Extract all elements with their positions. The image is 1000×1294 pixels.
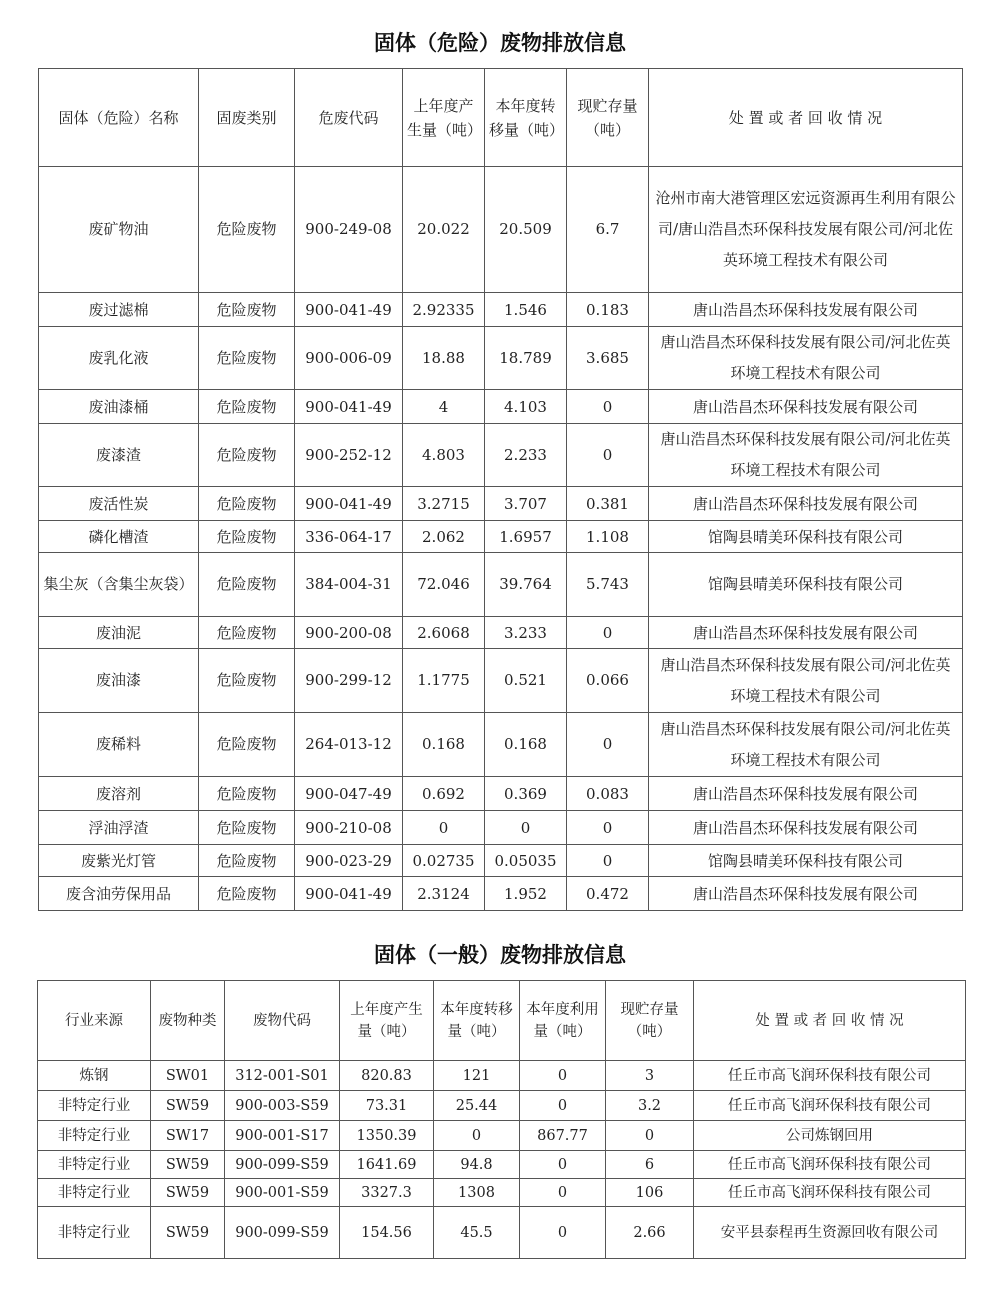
general-table-cell: 非特定行业 bbox=[38, 1091, 151, 1121]
general-table-cell: 0 bbox=[520, 1151, 606, 1179]
hazardous-table-cell: 4 bbox=[403, 390, 485, 424]
hazardous-table-cell: 900-299-12 bbox=[295, 649, 403, 713]
hazardous-table-cell: 废油漆 bbox=[39, 649, 199, 713]
hazardous-table-cell: 废活性炭 bbox=[39, 487, 199, 521]
hazardous-table-cell: 0.692 bbox=[403, 777, 485, 811]
general-table-cell: 900-003-S59 bbox=[225, 1091, 340, 1121]
general-table-cell: 0 bbox=[520, 1179, 606, 1207]
hazardous-table-cell: 磷化槽渣 bbox=[39, 521, 199, 553]
general-table-cell: SW59 bbox=[151, 1207, 225, 1259]
general-table-row bbox=[38, 1091, 966, 1121]
general-table-cell: 45.5 bbox=[434, 1207, 520, 1259]
hazardous-header-cell: 上年度产生量（吨） bbox=[403, 69, 485, 167]
hazardous-table-row bbox=[39, 877, 963, 911]
hazardous-table-cell: 唐山浩昌杰环保科技发展有限公司 bbox=[649, 487, 963, 521]
hazardous-table-cell: 2.3124 bbox=[403, 877, 485, 911]
general-header-cell: 行业来源 bbox=[38, 981, 151, 1061]
general-table-cell: 任丘市高飞润环保科技有限公司 bbox=[694, 1179, 966, 1207]
hazardous-table-row bbox=[39, 293, 963, 327]
hazardous-table-cell: 沧州市南大港管理区宏远资源再生利用有限公司/唐山浩昌杰环保科技发展有限公司/河北佐英环境工程技术有限公司 bbox=[649, 167, 963, 293]
hazardous-table-cell: 900-210-08 bbox=[295, 811, 403, 845]
hazardous-table-cell: 900-200-08 bbox=[295, 617, 403, 649]
general-table-cell: SW59 bbox=[151, 1091, 225, 1121]
general-table-cell: 6 bbox=[606, 1151, 694, 1179]
general-table-cell: 1350.39 bbox=[340, 1121, 434, 1151]
general-table-cell: 任丘市高飞润环保科技有限公司 bbox=[694, 1091, 966, 1121]
hazardous-table-cell: 900-041-49 bbox=[295, 293, 403, 327]
hazardous-table-cell: 废含油劳保用品 bbox=[39, 877, 199, 911]
hazardous-table-cell: 唐山浩昌杰环保科技发展有限公司 bbox=[649, 390, 963, 424]
hazardous-table-cell: 2.6068 bbox=[403, 617, 485, 649]
hazardous-table-cell: 集尘灰（含集尘灰袋） bbox=[39, 553, 199, 617]
hazardous-table-cell: 39.764 bbox=[485, 553, 567, 617]
general-header-cell: 现贮存量（吨） bbox=[606, 981, 694, 1061]
hazardous-header-cell: 危废代码 bbox=[295, 69, 403, 167]
hazardous-table-cell: 唐山浩昌杰环保科技发展有限公司 bbox=[649, 877, 963, 911]
hazardous-header-row bbox=[39, 69, 963, 167]
general-table-cell: 0 bbox=[434, 1121, 520, 1151]
hazardous-table-cell: 0 bbox=[567, 845, 649, 877]
general-table-cell: 94.8 bbox=[434, 1151, 520, 1179]
general-table-cell: 106 bbox=[606, 1179, 694, 1207]
general-header-cell: 废物代码 bbox=[225, 981, 340, 1061]
hazardous-table-cell: 废紫光灯管 bbox=[39, 845, 199, 877]
hazardous-table-cell: 废乳化液 bbox=[39, 327, 199, 390]
general-table-cell: 3.2 bbox=[606, 1091, 694, 1121]
hazardous-table-cell: 336-064-17 bbox=[295, 521, 403, 553]
hazardous-header-cell: 固体（危险）名称 bbox=[39, 69, 199, 167]
general-header-row bbox=[38, 981, 966, 1061]
general-table-cell: 900-001-S17 bbox=[225, 1121, 340, 1151]
general-table-cell: 非特定行业 bbox=[38, 1121, 151, 1151]
general-table-cell: SW59 bbox=[151, 1151, 225, 1179]
hazardous-table-cell: 废稀料 bbox=[39, 713, 199, 777]
hazardous-table-cell: 0.183 bbox=[567, 293, 649, 327]
hazardous-table-cell: 0.168 bbox=[485, 713, 567, 777]
hazardous-table-cell: 0.066 bbox=[567, 649, 649, 713]
hazardous-table-row bbox=[39, 167, 963, 293]
general-table-cell: 非特定行业 bbox=[38, 1151, 151, 1179]
general-table-cell: 2.66 bbox=[606, 1207, 694, 1259]
hazardous-table-cell: 4.103 bbox=[485, 390, 567, 424]
general-header-cell: 本年度转移量（吨） bbox=[434, 981, 520, 1061]
general-table-cell: 25.44 bbox=[434, 1091, 520, 1121]
general-table-cell: 820.83 bbox=[340, 1061, 434, 1091]
hazardous-table-cell: 4.803 bbox=[403, 424, 485, 487]
general-header-cell: 上年度产生量（吨） bbox=[340, 981, 434, 1061]
general-table-cell: 1308 bbox=[434, 1179, 520, 1207]
hazardous-table-cell: 5.743 bbox=[567, 553, 649, 617]
general-table-cell: 312-001-S01 bbox=[225, 1061, 340, 1091]
general-table-cell: 任丘市高飞润环保科技有限公司 bbox=[694, 1061, 966, 1091]
hazardous-table-cell: 20.022 bbox=[403, 167, 485, 293]
hazardous-table-cell: 900-041-49 bbox=[295, 877, 403, 911]
hazardous-table-cell: 2.233 bbox=[485, 424, 567, 487]
general-table-cell: 867.77 bbox=[520, 1121, 606, 1151]
hazardous-table-cell: 20.509 bbox=[485, 167, 567, 293]
general-table-cell: 任丘市高飞润环保科技有限公司 bbox=[694, 1151, 966, 1179]
general-table-cell: 0 bbox=[520, 1061, 606, 1091]
hazardous-table-cell: 废漆渣 bbox=[39, 424, 199, 487]
general-table-cell: 121 bbox=[434, 1061, 520, 1091]
hazardous-table-cell: 唐山浩昌杰环保科技发展有限公司 bbox=[649, 293, 963, 327]
hazardous-table-cell: 0.083 bbox=[567, 777, 649, 811]
hazardous-header-cell: 处 置 或 者 回 收 情 况 bbox=[649, 69, 963, 167]
hazardous-table-cell: 危险废物 bbox=[199, 811, 295, 845]
hazardous-table-cell: 馆陶县晴美环保科技有限公司 bbox=[649, 845, 963, 877]
general-table-cell: 154.56 bbox=[340, 1207, 434, 1259]
hazardous-table-cell: 2.062 bbox=[403, 521, 485, 553]
hazardous-table-cell: 馆陶县晴美环保科技有限公司 bbox=[649, 553, 963, 617]
hazardous-table-row bbox=[39, 327, 963, 390]
hazardous-table-cell: 3.707 bbox=[485, 487, 567, 521]
hazardous-table-cell: 危险废物 bbox=[199, 424, 295, 487]
hazardous-table-cell: 0 bbox=[485, 811, 567, 845]
hazardous-table-row bbox=[39, 487, 963, 521]
hazardous-header-cell: 固废类别 bbox=[199, 69, 295, 167]
hazardous-table-cell: 废油泥 bbox=[39, 617, 199, 649]
hazardous-table-cell: 唐山浩昌杰环保科技发展有限公司 bbox=[649, 617, 963, 649]
hazardous-table-cell: 馆陶县晴美环保科技有限公司 bbox=[649, 521, 963, 553]
general-table-cell: 900-001-S59 bbox=[225, 1179, 340, 1207]
general-table-row bbox=[38, 1061, 966, 1091]
hazardous-table-cell: 18.789 bbox=[485, 327, 567, 390]
hazardous-table-row bbox=[39, 521, 963, 553]
hazardous-header-cell: 现贮存量（吨） bbox=[567, 69, 649, 167]
hazardous-table-cell: 唐山浩昌杰环保科技发展有限公司/河北佐英环境工程技术有限公司 bbox=[649, 327, 963, 390]
hazardous-table-cell: 900-023-29 bbox=[295, 845, 403, 877]
general-table-cell: 非特定行业 bbox=[38, 1207, 151, 1259]
hazardous-table-cell: 唐山浩昌杰环保科技发展有限公司 bbox=[649, 811, 963, 845]
hazardous-table-cell: 危险废物 bbox=[199, 649, 295, 713]
hazardous-waste-table bbox=[38, 68, 963, 911]
hazardous-table-cell: 2.92335 bbox=[403, 293, 485, 327]
hazardous-table-cell: 浮油浮渣 bbox=[39, 811, 199, 845]
hazardous-table-cell: 危险废物 bbox=[199, 521, 295, 553]
general-table-cell: 非特定行业 bbox=[38, 1179, 151, 1207]
hazardous-table-cell: 废油漆桶 bbox=[39, 390, 199, 424]
hazardous-table-cell: 危险废物 bbox=[199, 553, 295, 617]
general-table-cell: 0 bbox=[520, 1207, 606, 1259]
hazardous-table-cell: 900-252-12 bbox=[295, 424, 403, 487]
hazardous-table-cell: 废矿物油 bbox=[39, 167, 199, 293]
hazardous-table-cell: 唐山浩昌杰环保科技发展有限公司 bbox=[649, 777, 963, 811]
hazardous-table-cell: 900-041-49 bbox=[295, 390, 403, 424]
hazardous-table-cell: 废过滤棉 bbox=[39, 293, 199, 327]
general-table-cell: SW17 bbox=[151, 1121, 225, 1151]
hazardous-table-cell: 0 bbox=[403, 811, 485, 845]
hazardous-table-cell: 0 bbox=[567, 811, 649, 845]
general-table-row bbox=[38, 1179, 966, 1207]
general-table-cell: 3327.3 bbox=[340, 1179, 434, 1207]
general-table-cell: 0 bbox=[520, 1091, 606, 1121]
hazardous-table-cell: 1.6957 bbox=[485, 521, 567, 553]
hazardous-table-cell: 900-006-09 bbox=[295, 327, 403, 390]
hazardous-table-cell: 危险废物 bbox=[199, 845, 295, 877]
hazardous-table-cell: 危险废物 bbox=[199, 617, 295, 649]
hazardous-table-cell: 1.108 bbox=[567, 521, 649, 553]
hazardous-table-cell: 0.168 bbox=[403, 713, 485, 777]
hazardous-header-cell: 本年度转移量（吨） bbox=[485, 69, 567, 167]
hazardous-table-cell: 18.88 bbox=[403, 327, 485, 390]
general-table-cell: 炼钢 bbox=[38, 1061, 151, 1091]
hazardous-table-row bbox=[39, 713, 963, 777]
hazardous-table-cell: 1.952 bbox=[485, 877, 567, 911]
hazardous-table-row bbox=[39, 777, 963, 811]
general-table-cell: 3 bbox=[606, 1061, 694, 1091]
hazardous-table-cell: 72.046 bbox=[403, 553, 485, 617]
general-table-cell: 73.31 bbox=[340, 1091, 434, 1121]
hazardous-table-cell: 900-249-08 bbox=[295, 167, 403, 293]
hazardous-table-cell: 3.233 bbox=[485, 617, 567, 649]
hazardous-table-cell: 危险废物 bbox=[199, 293, 295, 327]
hazardous-table-cell: 0.369 bbox=[485, 777, 567, 811]
general-table-cell: 0 bbox=[606, 1121, 694, 1151]
hazardous-table-row bbox=[39, 390, 963, 424]
hazardous-table-cell: 384-004-31 bbox=[295, 553, 403, 617]
hazardous-table-cell: 900-047-49 bbox=[295, 777, 403, 811]
general-table-row bbox=[38, 1121, 966, 1151]
hazardous-table-cell: 0.05035 bbox=[485, 845, 567, 877]
hazardous-table-cell: 危险废物 bbox=[199, 167, 295, 293]
general-table-cell: SW01 bbox=[151, 1061, 225, 1091]
hazardous-table-cell: 0 bbox=[567, 713, 649, 777]
hazardous-table-row bbox=[39, 811, 963, 845]
hazardous-table-row bbox=[39, 553, 963, 617]
hazardous-table-cell: 危险废物 bbox=[199, 777, 295, 811]
general-header-cell: 废物种类 bbox=[151, 981, 225, 1061]
hazardous-table-cell: 0 bbox=[567, 424, 649, 487]
general-table-cell: 安平县泰程再生资源回收有限公司 bbox=[694, 1207, 966, 1259]
hazardous-table-cell: 0.472 bbox=[567, 877, 649, 911]
hazardous-table-row bbox=[39, 424, 963, 487]
general-table-cell: 公司炼钢回用 bbox=[694, 1121, 966, 1151]
hazardous-table-cell: 危险废物 bbox=[199, 713, 295, 777]
hazardous-table-cell: 废溶剂 bbox=[39, 777, 199, 811]
general-table-cell: 1641.69 bbox=[340, 1151, 434, 1179]
hazardous-table-cell: 0.521 bbox=[485, 649, 567, 713]
hazardous-table-cell: 0 bbox=[567, 617, 649, 649]
hazardous-table-cell: 危险废物 bbox=[199, 390, 295, 424]
general-table-cell: 900-099-S59 bbox=[225, 1151, 340, 1179]
hazardous-table-cell: 危险废物 bbox=[199, 327, 295, 390]
hazardous-table-cell: 6.7 bbox=[567, 167, 649, 293]
hazardous-table-cell: 唐山浩昌杰环保科技发展有限公司/河北佐英环境工程技术有限公司 bbox=[649, 713, 963, 777]
hazardous-table-cell: 0.381 bbox=[567, 487, 649, 521]
hazardous-table-cell: 0 bbox=[567, 390, 649, 424]
hazardous-table-cell: 0.02735 bbox=[403, 845, 485, 877]
hazardous-table-cell: 危险废物 bbox=[199, 877, 295, 911]
hazardous-table-row bbox=[39, 845, 963, 877]
hazardous-title: 固体（危险）废物排放信息 bbox=[374, 31, 626, 55]
general-title: 固体（一般）废物排放信息 bbox=[374, 943, 626, 967]
hazardous-table-cell: 唐山浩昌杰环保科技发展有限公司/河北佐英环境工程技术有限公司 bbox=[649, 649, 963, 713]
general-header-cell: 本年度利用量（吨） bbox=[520, 981, 606, 1061]
general-table-row bbox=[38, 1151, 966, 1179]
hazardous-table-row bbox=[39, 649, 963, 713]
hazardous-table-cell: 3.2715 bbox=[403, 487, 485, 521]
hazardous-table-cell: 唐山浩昌杰环保科技发展有限公司/河北佐英环境工程技术有限公司 bbox=[649, 424, 963, 487]
general-table-cell: 900-099-S59 bbox=[225, 1207, 340, 1259]
hazardous-table-cell: 900-041-49 bbox=[295, 487, 403, 521]
hazardous-table-row bbox=[39, 617, 963, 649]
hazardous-table-cell: 264-013-12 bbox=[295, 713, 403, 777]
hazardous-table-cell: 1.546 bbox=[485, 293, 567, 327]
general-header-cell: 处 置 或 者 回 收 情 况 bbox=[694, 981, 966, 1061]
hazardous-table-cell: 1.1775 bbox=[403, 649, 485, 713]
general-table-cell: SW59 bbox=[151, 1179, 225, 1207]
general-waste-table bbox=[37, 980, 966, 1259]
hazardous-table-cell: 3.685 bbox=[567, 327, 649, 390]
hazardous-table-cell: 危险废物 bbox=[199, 487, 295, 521]
general-table-row bbox=[38, 1207, 966, 1259]
